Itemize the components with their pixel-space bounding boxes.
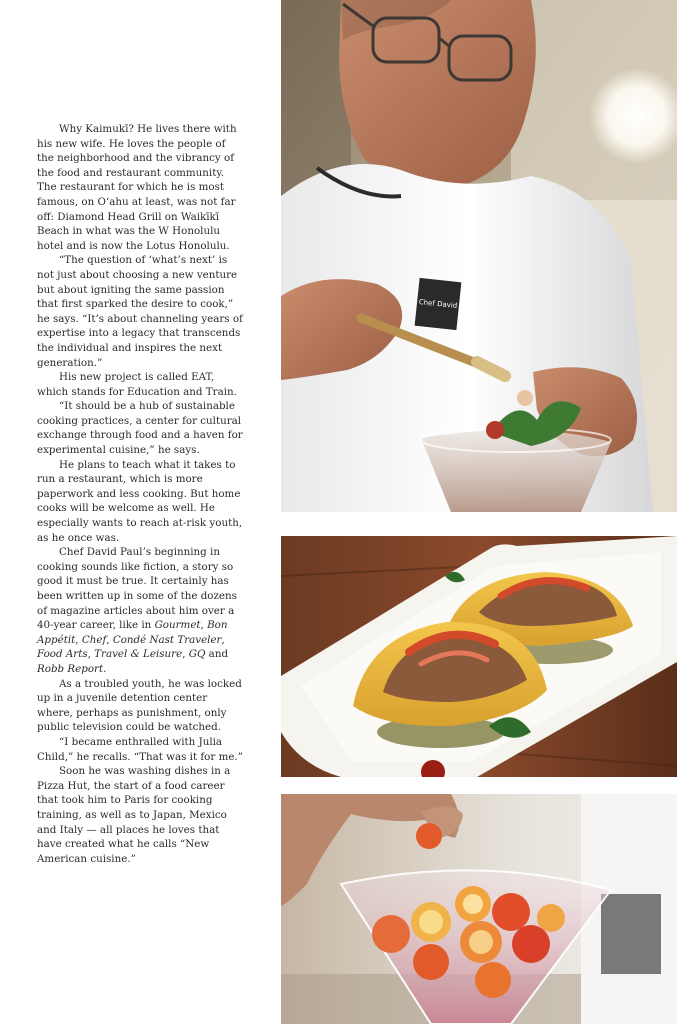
pub-chef: Chef (81, 633, 107, 646)
tacos-photo (281, 536, 677, 777)
pub-food-arts: Food Arts (37, 648, 88, 661)
paragraph-8: “I became enthralled with Julia Child,” he recalls. “That was it for me.” (37, 735, 243, 763)
paragraph-9: Soon he was washing dishes in a Pizza Hut, the start of a food career that took him to Paris for cooking training, as well as to Japan, Mexico and Italy — all places he loves that have created what he calls “New American cuisine.” (37, 765, 231, 865)
dessert-glass (421, 430, 611, 512)
svg-text:Chef David: Chef David (418, 298, 458, 310)
paragraph-5: He plans to teach what it takes to run a restaurant, which is more paperwork and less cooking. But home cooks will be welcome as well. He especially wants to reach at-risk youth, as he once was. (37, 458, 243, 544)
pub-gourmet: Gourmet (154, 619, 201, 632)
paragraph-3: His new project is called EAT, which stands for Education and Train. (37, 371, 237, 398)
pub-gq: GQ (188, 648, 206, 661)
pub-bon-appetit: Bon Appétit (37, 619, 228, 646)
paragraph-4: “It should be a hub of sustainable cooking practices, a center for cultural exchange through food and a haven for experimental cuisine,” he says. (37, 400, 243, 457)
paragraph-2: “The question of ‘what’s next’ is not just about choosing a new venture but about igniting the same passion that first sparked the desire to cook,” he says. “It’s about channeling years of expertise into a legacy that transcends the individual and inspires the next generation.” (37, 254, 243, 369)
tomato-glass-photo (281, 794, 677, 1024)
paragraph-6: Chef David Paul’s beginning in cooking sounds like fiction, a story so good it must be true. It certainly has been written up in some of the dozens of magazine articles about him over a 40-year career, like in Gourmet, Bon Appétit, Chef, Condé Nast Traveler, Food Arts, Travel & Leisure, GQ and Robb Report. (37, 546, 237, 675)
paragraph-1: Why Kaimukī? He lives there with his new wife. He loves the people of the neighborhood and the vibrancy of the food and restaurant community. The restaurant for which he is most famous, on O‘ahu at least, was not far off: Diamond Head Grill on Waikīkī Beach in what was the W Honolulu hotel and is now the Lotus Honolulu. (37, 123, 237, 252)
paragraph-6-start: Chef David Paul’s beginning in cooking sounds like fiction, a story so good it must be true. It certainly has been written up in some of the dozens of magazine articles about him over a 40-year career, like in (37, 546, 237, 632)
article-column (37, 122, 243, 866)
pub-conde-nast: Condé Nast Traveler (112, 633, 222, 646)
pub-travel-leisure: Travel & Leisure (94, 648, 183, 661)
chef-plating-photo (281, 0, 677, 512)
chef-coat-logo (415, 278, 462, 330)
paragraph-7: As a troubled youth, he was locked up in a juvenile detention center where, perhaps as punishment, only public television could be watched. (37, 677, 242, 734)
falling-tomato (416, 823, 442, 849)
pub-robb-report: Robb Report (37, 662, 104, 675)
